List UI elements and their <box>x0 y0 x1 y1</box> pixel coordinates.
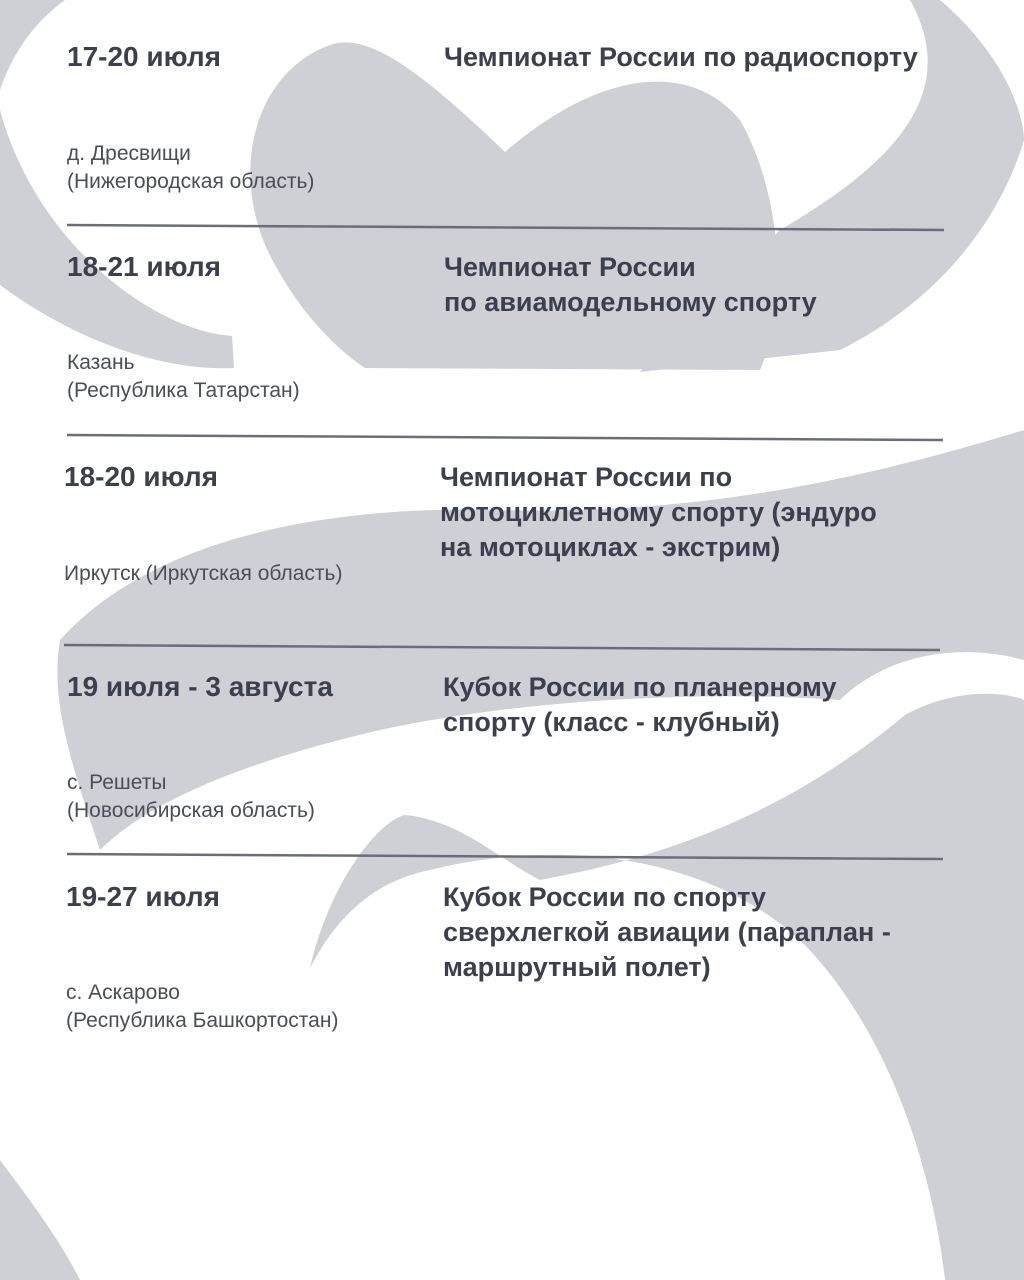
event-title <box>443 670 963 740</box>
right-ribbon-shape <box>310 694 1024 1280</box>
top-left-corner-shape <box>0 0 65 90</box>
divider-line <box>0 849 1024 865</box>
event-title-line: по авиамодельному спорту <box>444 287 817 317</box>
divider-line <box>0 430 1024 446</box>
event-title-line: на мотоциклах - экстрим) <box>440 532 781 562</box>
event-title <box>443 880 963 985</box>
event-title-line: Чемпионат России по радиоспорту <box>444 42 918 72</box>
bottom-left-shape <box>0 1160 80 1280</box>
event-title-line: Чемпионат России по <box>440 462 733 492</box>
event-location-line2: (Республика Татарстан) <box>67 379 300 402</box>
divider-line <box>0 220 1024 236</box>
event-location-line2: (Новосибирская область) <box>67 799 315 822</box>
event-title-line: Чемпионат России <box>444 252 696 282</box>
event-title-line: сверхлегкой авиации (параплан - <box>443 917 891 947</box>
event-location-line1: с. Аскарово <box>66 981 180 1004</box>
event-title-line: Кубок России по спорту <box>443 882 767 912</box>
event-location-line1: Казань <box>67 351 135 374</box>
event-date: 18-21 июля <box>67 251 221 282</box>
event-title-line: Кубок России по планерному <box>443 672 837 702</box>
event-title-line: маршрутный полет) <box>443 952 711 982</box>
divider-line <box>0 640 1024 656</box>
event-location-line1: Иркутск (Иркутская область) <box>64 562 343 585</box>
event-title <box>444 40 964 75</box>
event-title-line: спорту (класс - клубный) <box>443 707 780 737</box>
event-title <box>440 460 960 565</box>
event-location-line2: (Нижегородская область) <box>67 170 315 193</box>
event-location-line2: (Республика Башкортостан) <box>66 1009 339 1032</box>
event-title-line: мотоциклетному спорту (эндуро <box>440 497 877 527</box>
event-title <box>444 250 964 320</box>
event-location-line1: д. Дресвищи <box>67 142 191 165</box>
event-date: 17-20 июля <box>67 41 221 72</box>
heart-shape <box>250 42 777 370</box>
event-date: 19-27 июля <box>66 881 220 912</box>
event-date: 18-20 июля <box>64 461 218 492</box>
event-location-line1: с. Решеты <box>67 771 167 794</box>
event-date: 19 июля - 3 августа <box>67 671 333 702</box>
